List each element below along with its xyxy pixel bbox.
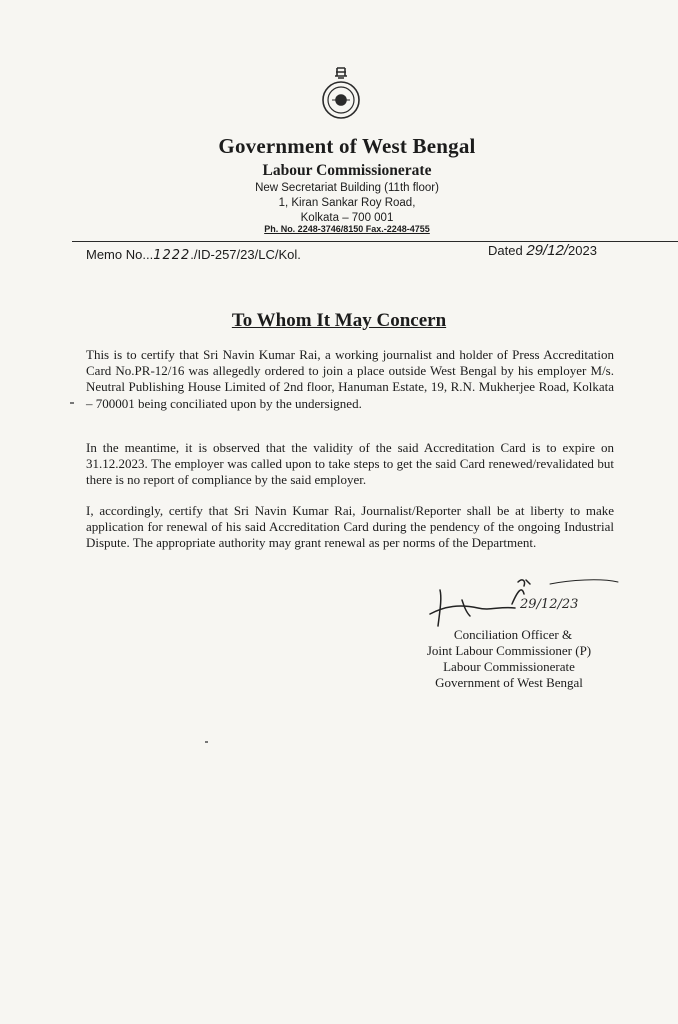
memo-suffix: ./ID-257/23/LC/Kol. [190,247,301,262]
signatory-title-1: Conciliation Officer & [453,627,573,642]
memo-prefix: Memo No... [86,247,154,262]
paragraph-2: In the meantime, it is observed that the validity of the said Accreditation Card is to expire on 31.12.2023. The employer was called upon to take steps to get the said Card renewed/revalidated but there is no report of compliance by the said employer. [86,440,614,488]
scan-speck [70,402,74,404]
signatory-government: Government of West Bengal [435,675,583,690]
dated-year: 2023 [568,243,597,258]
signatory-title-2: Joint Labour Commissioner (P) [426,643,592,658]
address-line-2: 1, Kiran Sankar Roy Road, [278,197,416,209]
dated-label: Dated [488,243,523,258]
government-title: Government of West Bengal [218,134,476,158]
scan-speck [205,741,208,743]
memo-handwritten-number: 1222 [153,248,191,263]
dated-field [488,242,597,259]
address-line-3: Kolkata – 700 001 [300,212,394,224]
phone-fax: Ph. No. 2248-3746/8150 Fax.-2248-4755 [264,224,430,234]
subject-heading: To Whom It May Concern [231,310,447,331]
signature-handwritten-date: 29/12/23 [520,597,579,612]
dated-handwritten: 29/12/ [526,242,569,259]
paragraph-3: I, accordingly, certify that Sri Navin Kumar Rai, Journalist/Reporter shall be at liberty to make application for renewal of his said Accreditation Card during the pendency of the ongoing Industrial Dispute. The appropriate authority may grant renewal as per norms of the Department. [86,503,614,551]
department-title: Labour Commissionerate [262,162,432,179]
paragraph-1: This is to certify that Sri Navin Kumar Rai, a working journalist and holder of Press Accreditation Card No.PR-12/16 was allegedly ordered to join a place outside West Bengal by his employer M/s. Neutral Publishing House Limited of 2nd floor, Hanuman Estate, 19, R.N. Mukherjee Road, Kolkata – 700001 being conciliated upon by the undersigned. [86,347,614,411]
signatory-office: Labour Commissionerate [443,659,575,674]
address-line-1: New Secretariat Building (11th floor) [255,182,439,194]
memo-number [86,247,301,263]
state-emblem-icon [318,64,364,122]
